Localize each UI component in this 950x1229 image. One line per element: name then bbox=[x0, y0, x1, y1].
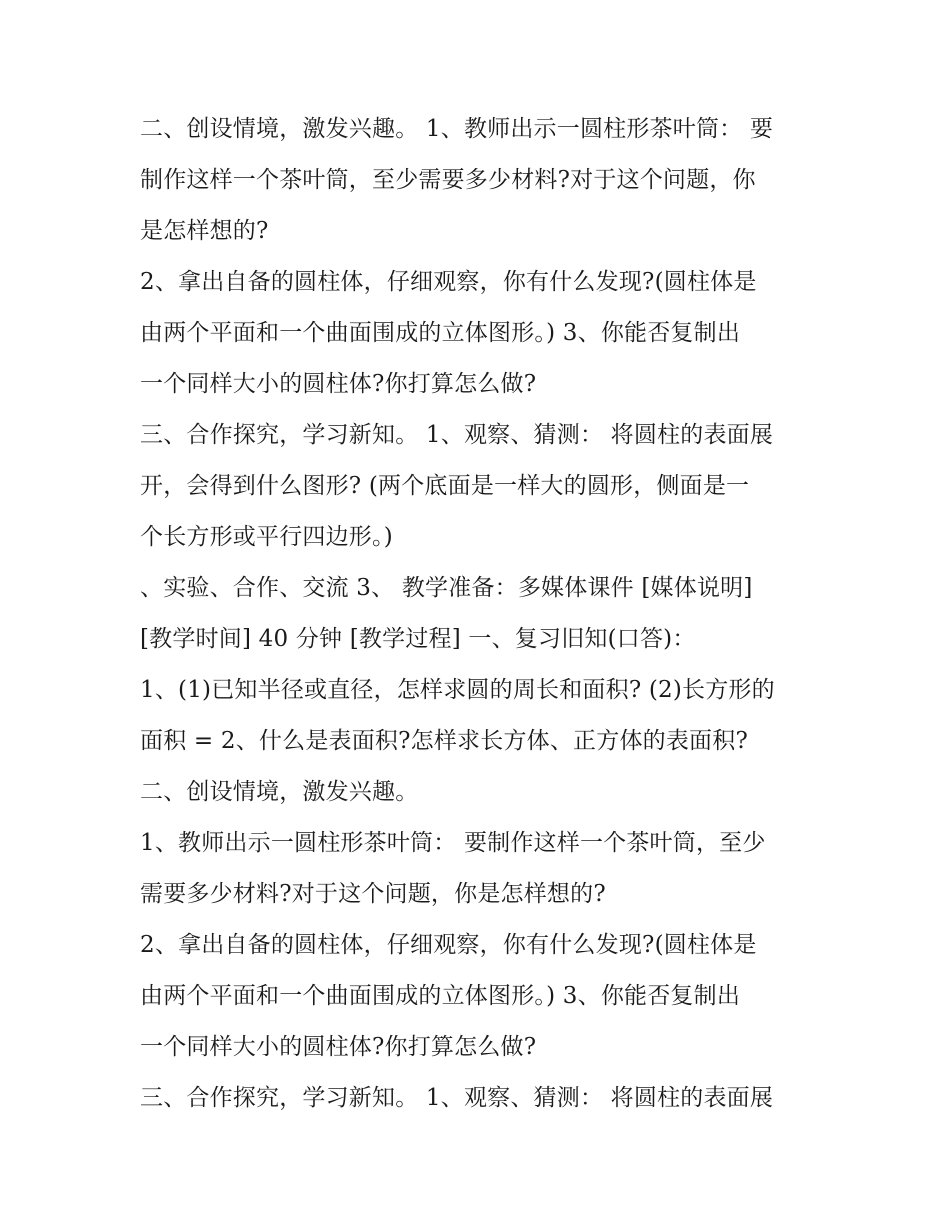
text-line: [教学时间] 40 分钟 [教学过程] 一、复习旧知(口答)： bbox=[140, 626, 696, 652]
text-line: 由两个平面和一个曲面围成的立体图形。) 3、你能否复制出 bbox=[140, 320, 741, 346]
document-body bbox=[140, 104, 820, 1124]
text-line: 一个同样大小的圆柱体?你打算怎么做? bbox=[140, 1034, 537, 1060]
text-line: 2、拿出自备的圆柱体，仔细观察，你有什么发现?(圆柱体是 bbox=[140, 932, 757, 958]
text-line: 三、合作探究，学习新知。 1、观察、猜测： 将圆柱的表面展 bbox=[140, 422, 774, 448]
text-line: 需要多少材料?对于这个问题，你是怎样想的? bbox=[140, 881, 606, 907]
text-line: 二、创设情境，激发兴趣。 1、教师出示一圆柱形茶叶筒： 要 bbox=[140, 116, 774, 142]
text-line: 一个同样大小的圆柱体?你打算怎么做? bbox=[140, 371, 537, 397]
text-line: 1、(1)已知半径或直径，怎样求圆的周长和面积? (2)长方形的 bbox=[140, 677, 775, 703]
text-line: 由两个平面和一个曲面围成的立体图形。) 3、你能否复制出 bbox=[140, 983, 741, 1009]
text-line: 个长方形或平行四边形。) bbox=[140, 524, 393, 550]
text-line: 三、合作探究，学习新知。 1、观察、猜测： 将圆柱的表面展 bbox=[140, 1085, 774, 1111]
text-line: 制作这样一个茶叶筒，至少需要多少材料?对于这个问题，你 bbox=[140, 167, 756, 193]
text-line: 是怎样想的? bbox=[140, 218, 269, 244]
text-line: 、实验、合作、交流 3、 教学准备：多媒体课件 [媒体说明] bbox=[140, 575, 753, 601]
text-line: 面积 = 2、什么是表面积?怎样求长方体、正方体的表面积? bbox=[140, 728, 748, 754]
text-line: 二、创设情境，激发兴趣。 bbox=[140, 779, 419, 805]
text-line: 开，会得到什么图形? (两个底面是一样大的圆形，侧面是一 bbox=[140, 473, 750, 499]
text-line: 2、拿出自备的圆柱体，仔细观察，你有什么发现?(圆柱体是 bbox=[140, 269, 757, 295]
text-line: 1、教师出示一圆柱形茶叶筒： 要制作这样一个茶叶筒，至少 bbox=[140, 830, 766, 856]
